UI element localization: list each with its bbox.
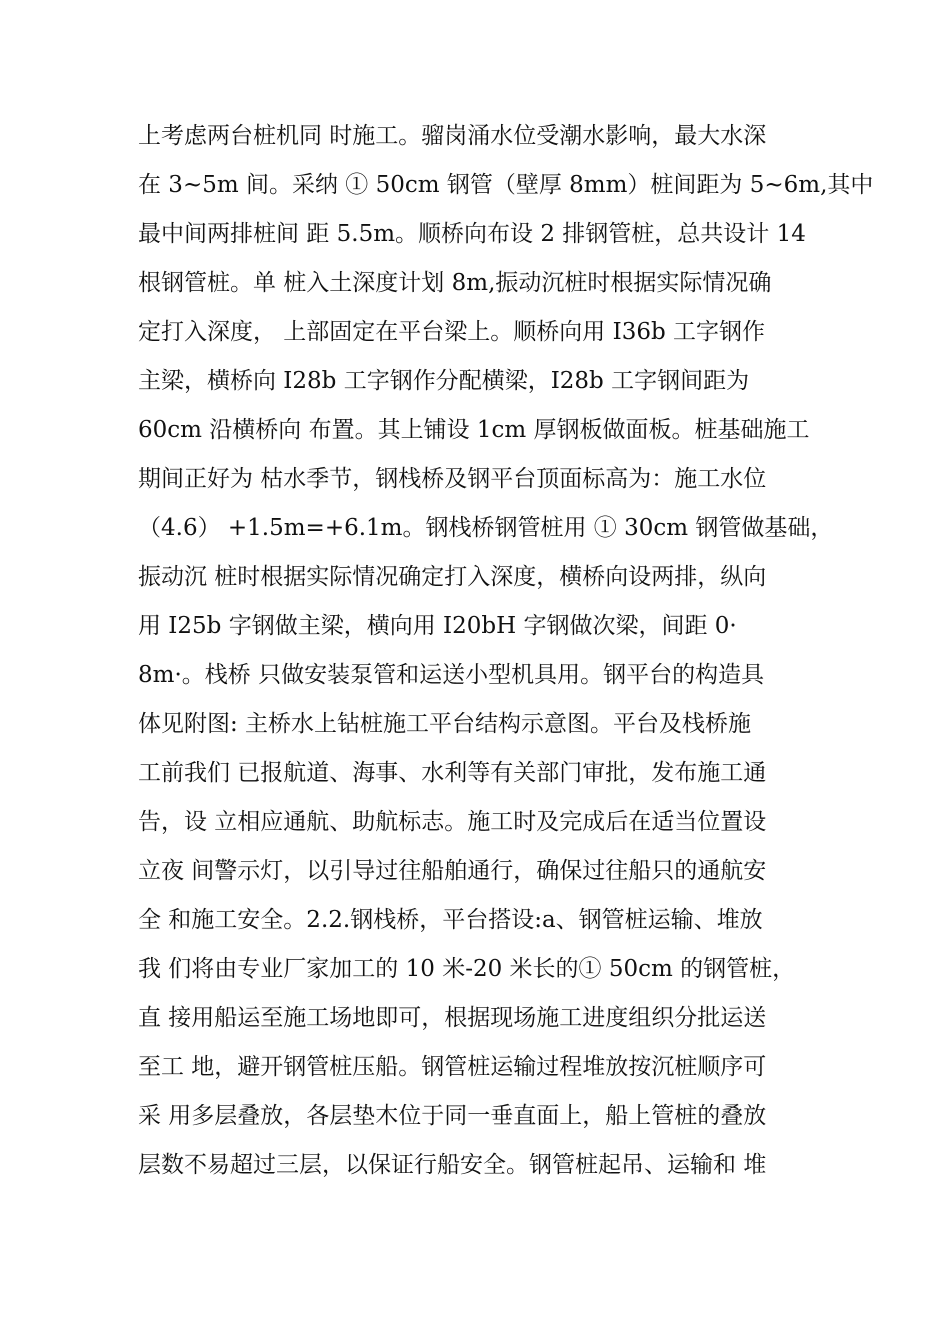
text-line: 直 接用船运至施工场地即可，根据现场施工进度组织分批运送 [138,1005,767,1031]
text-line: 在 3~5m 间。采纳 ① 50cm 钢管（壁厚 8mm）桩间距为 5~6m,其中 [138,172,874,198]
text-line: 层数不易超过三层，以保证行船安全。钢管桩起吊、运输和 堆 [138,1152,767,1178]
text-line: 最中间两排桩间 距 5.5m。顺桥向布设 2 排钢管桩，总共设计 14 [138,221,806,247]
text-line: 至工 地，避开钢管桩压船。钢管桩运输过程堆放按沉桩顺序可 [138,1054,767,1080]
text-line: 工前我们 已报航道、海事、水利等有关部门审批，发布施工通 [138,760,767,786]
text-line: 上考虑两台桩机同 时施工。骝岗涌水位受潮水影响，最大水深 [138,123,767,149]
text-line: 立夜 间警示灯，以引导过往船舶通行，确保过往船只的通航安 [138,858,767,884]
text-line: 振动沉 桩时根据实际情况确定打入深度，横桥向设两排，纵向 [138,564,767,590]
text-line: 60cm 沿横桥向 布置。其上铺设 1cm 厚钢板做面板。桩基础施工 [138,417,810,443]
text-line: 根钢管桩。单 桩入土深度计划 8m,振动沉桩时根据实际情况确 [138,270,772,296]
text-line: 体见附图: 主桥水上钻桩施工平台结构示意图。平台及栈桥施 [138,711,752,737]
text-line: 用 I25b 字钢做主梁，横向用 I20bH 字钢做次梁，间距 0· [138,613,737,639]
text-line: 全 和施工安全。2.2.钢栈桥，平台搭设:a、钢管桩运输、堆放 [138,907,763,933]
text-line: （4.6） +1.5m=+6.1m。钢栈桥钢管桩用 ① 30cm 钢管做基础， [138,515,834,541]
text-line: 告，设 立相应通航、助航标志。施工时及完成后在适当位置设 [138,809,767,835]
text-line: 定打入深度， 上部固定在平台梁上。顺桥向用 I36b 工字钢作 [138,319,766,345]
body-paragraph [138,112,874,1190]
text-line: 我 们将由专业厂家加工的 10 米-20 米长的① 50cm 的钢管桩， [138,956,796,982]
text-line: 期间正好为 枯水季节，钢栈桥及钢平台顶面标高为：施工水位 [138,466,767,492]
text-line: 8m·。栈桥 只做安装泵管和运送小型机具用。钢平台的构造具 [138,662,765,688]
text-line: 采 用多层叠放，各层垫木位于同一垂直面上，船上管桩的叠放 [138,1103,767,1129]
text-line: 主梁，横桥向 I28b 工字钢作分配横梁，I28b 工字钢间距为 [138,368,750,394]
